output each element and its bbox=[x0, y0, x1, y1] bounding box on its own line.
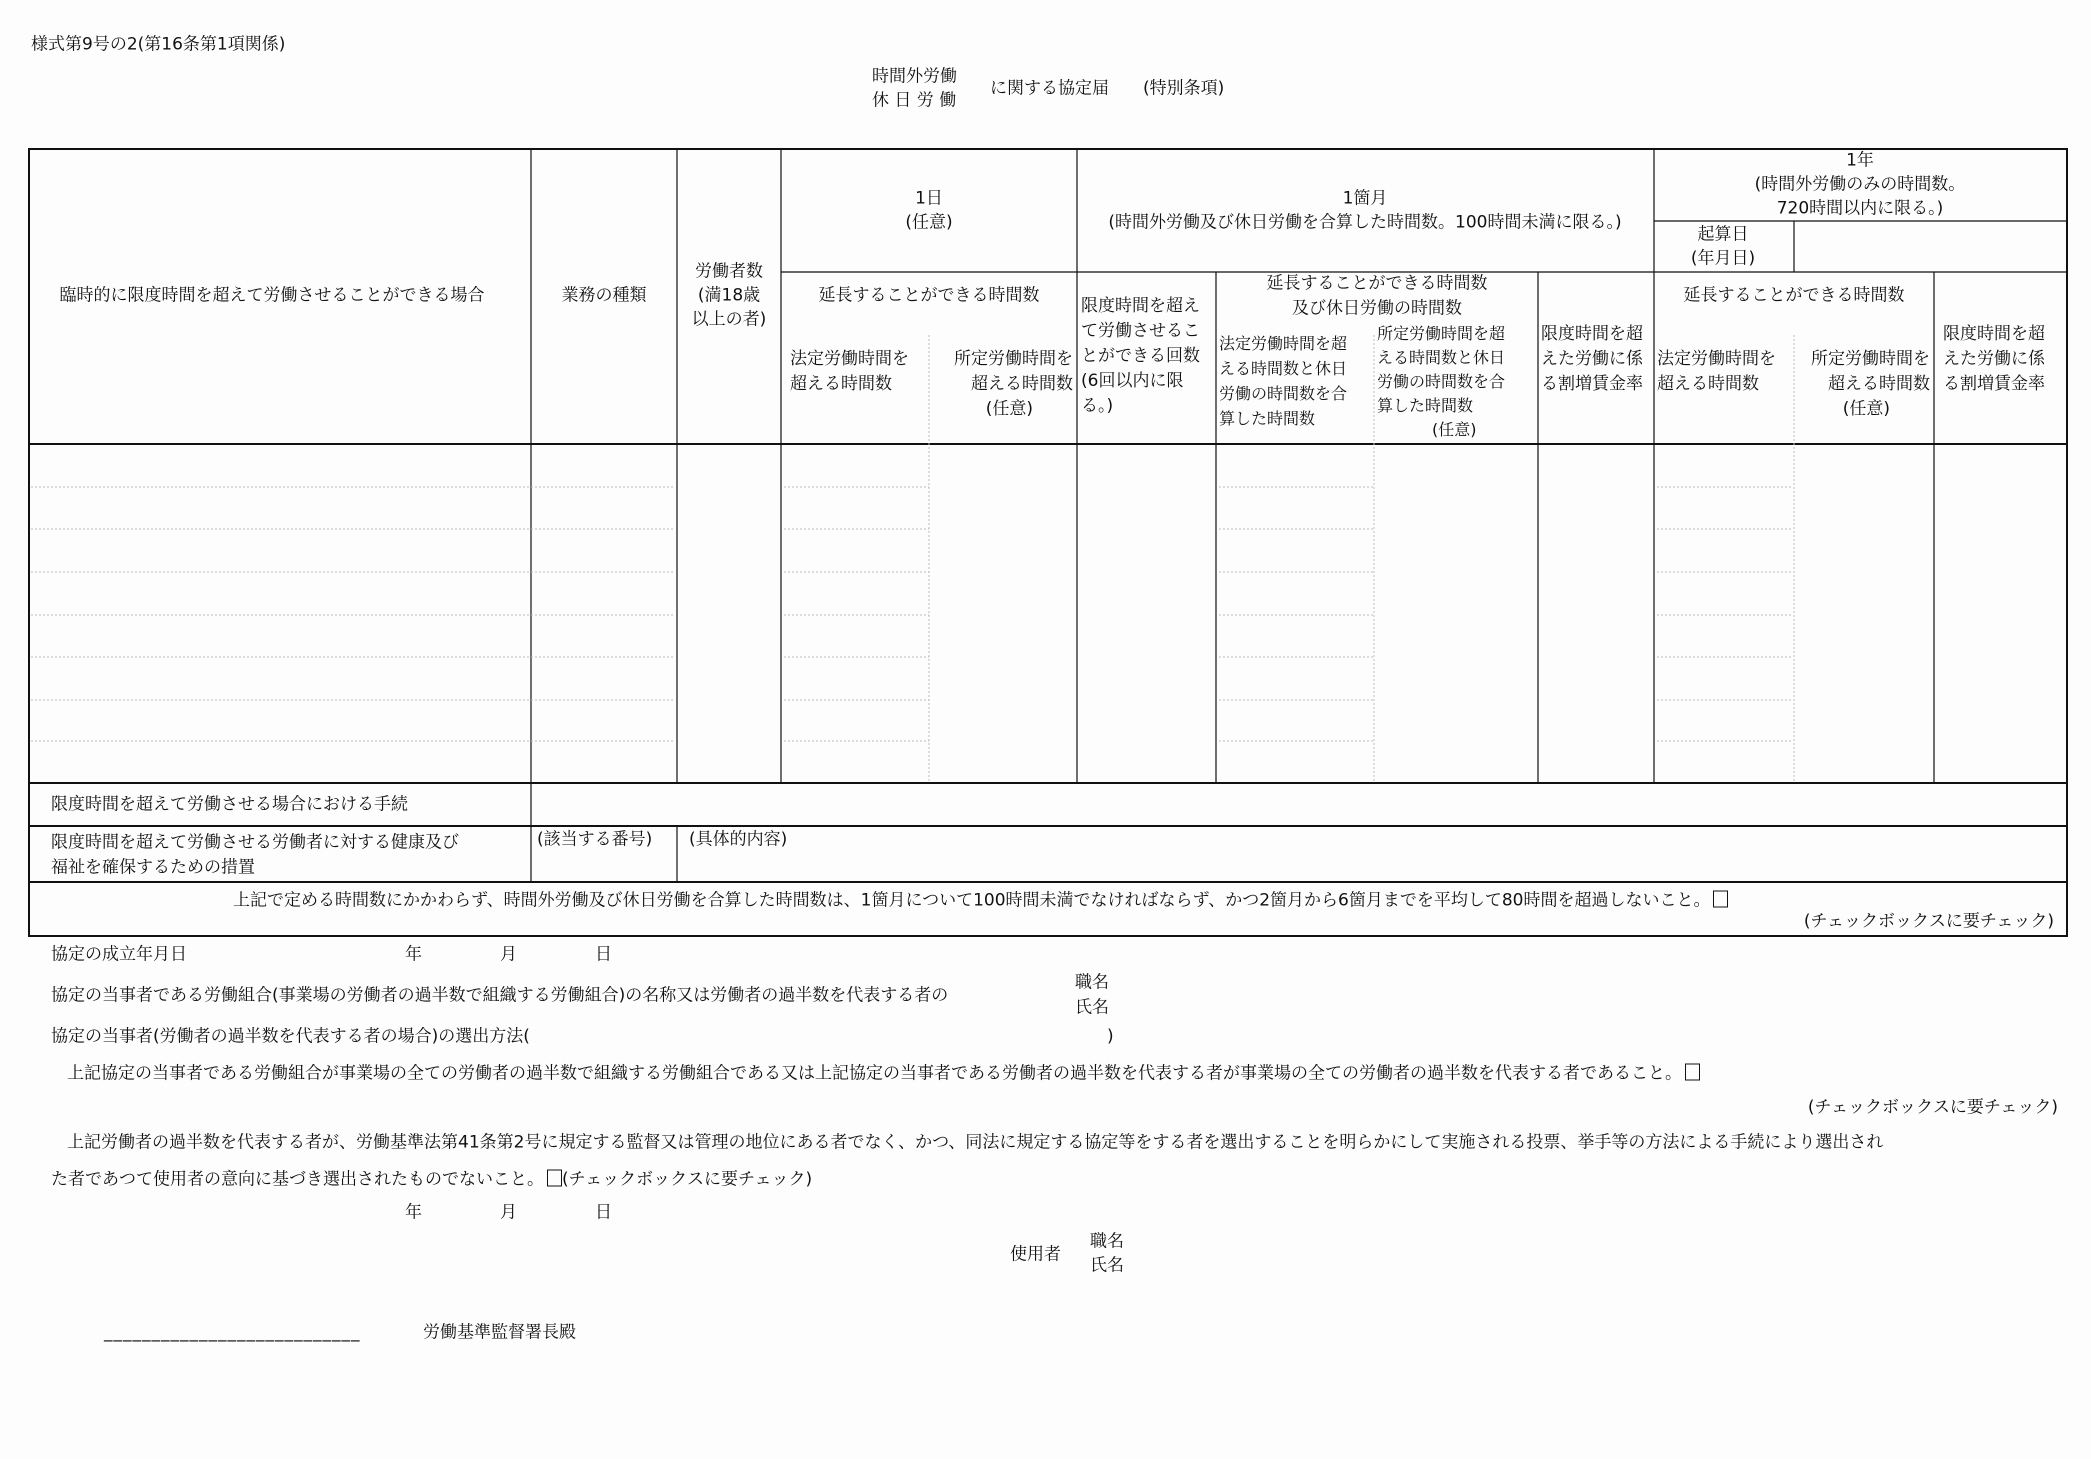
line: る割増賃金率 bbox=[1943, 374, 2045, 394]
header-day: 1日 bbox=[915, 188, 943, 209]
line: 法定労働時間を bbox=[1657, 349, 1776, 369]
header-month-legal bbox=[1219, 331, 1347, 431]
header-times-allowed bbox=[1081, 294, 1200, 419]
employer-name: 氏名 bbox=[1090, 1255, 1124, 1276]
procedure-label: 限度時間を超えて労働させる場合における手続 bbox=[51, 794, 408, 815]
line: (任意) bbox=[985, 399, 1033, 419]
header-workers-age2: 以上の者) bbox=[691, 309, 767, 330]
header-year-note1: (時間外労働のみの時間数。 bbox=[1754, 174, 1966, 195]
confirm-text: た者であつて使用者の意向に基づき選出されたものでないこと。 bbox=[51, 1169, 544, 1190]
line: 労働の時間数を合 bbox=[1377, 372, 1506, 391]
name-label: 氏名 bbox=[1075, 997, 1109, 1018]
limit-note-text: 上記で定める時間数にかかわらず、時間外労働及び休日労働を合算した時間数は、1箇月について100時間未満でなければならず、かつ2箇月から6箇月までを平均して80時間を超過しないこと。 bbox=[233, 890, 1711, 911]
line: 算した時間数 bbox=[1377, 396, 1474, 415]
confirm-union-checkbox[interactable] bbox=[1685, 1064, 1700, 1081]
line: 算した時間数 bbox=[1219, 409, 1316, 428]
line: 所定労働時間を超 bbox=[1377, 324, 1506, 343]
month-label: 月 bbox=[500, 944, 517, 965]
confirm-check-note: (チェックボックスに要チェック) bbox=[562, 1169, 813, 1190]
line: て労働させるこ bbox=[1081, 321, 1200, 341]
line: 超える時間数 bbox=[790, 374, 892, 394]
table-border bbox=[29, 149, 2067, 936]
form-number: 様式第9号の2(第16条第1項関係) bbox=[31, 34, 286, 55]
title-special: (特別条項) bbox=[1143, 78, 1225, 99]
health-label2: 福祉を確保するための措置 bbox=[51, 857, 255, 878]
confirm-representative: 上記労働者の過半数を代表する者が、労働基準法第41条第2号に規定する監督又は管理の地位にある者でなく、かつ、同法に規定する協定等をする者を選出することを明らかにして実施される投票、挙手等の方法による手続により選出され bbox=[67, 1132, 1884, 1153]
year-label: 年 bbox=[405, 944, 422, 965]
header-month-premium bbox=[1541, 322, 1643, 397]
header-day-extendable: 延長することができる時間数 bbox=[818, 285, 1040, 306]
month-label-2: 月 bbox=[500, 1202, 517, 1223]
title-overtime: 時間外労働 bbox=[872, 66, 957, 87]
line: 限度時間を超 bbox=[1541, 324, 1643, 344]
header-case: 臨時的に限度時間を超えて労働させることができる場合 bbox=[59, 285, 485, 306]
line: (6回以内に限 bbox=[1081, 371, 1184, 391]
header-year-note2: 720時間以内に限る。) bbox=[1776, 198, 1944, 219]
line: 法定労働時間を bbox=[790, 349, 909, 369]
confirm-union bbox=[67, 1064, 1700, 1083]
line: えた労働に係 bbox=[1943, 349, 2045, 369]
selection-method-label: 協定の当事者(労働者の過半数を代表する者の場合)の選出方法( bbox=[51, 1026, 530, 1047]
confirm-union-text: 上記協定の当事者である労働組合が事業場の全ての労働者の過半数で組織する労働組合である又は上記協定の当事者である労働者の過半数を代表する者が事業場の全ての労働者の過半数を代表する者であること。 bbox=[67, 1063, 1682, 1084]
line: 超える時間数 bbox=[1828, 374, 1930, 394]
header-workers: 労働者数 bbox=[695, 261, 763, 282]
header-day-legal bbox=[790, 347, 909, 397]
header-work-type: 業務の種類 bbox=[561, 285, 647, 306]
year-label-2: 年 bbox=[405, 1202, 422, 1223]
office-blank[interactable]: ___________________________ bbox=[104, 1322, 361, 1343]
header-workers-age: (満18歳 bbox=[697, 285, 761, 306]
line: 所定労働時間を bbox=[954, 349, 1073, 369]
selection-method-close: ) bbox=[1107, 1026, 1114, 1047]
header-month: 1箇月 bbox=[1342, 188, 1388, 209]
header-year-extendable: 延長することができる時間数 bbox=[1683, 285, 1905, 306]
title-holiday: 休 日 労 働 bbox=[872, 90, 957, 111]
header-month-extendable: 延長することができる時間数 bbox=[1266, 273, 1488, 294]
header-start-date: 起算日 bbox=[1697, 224, 1749, 245]
confirm-representative-2 bbox=[51, 1170, 812, 1189]
line: える時間数と休日 bbox=[1219, 359, 1348, 378]
header-year: 1年 bbox=[1846, 150, 1874, 171]
header-day-note: (任意) bbox=[905, 212, 953, 233]
health-number-label: (該当する番号) bbox=[537, 829, 653, 850]
employer-job-title: 職名 bbox=[1090, 1231, 1124, 1252]
limit-note-checkbox[interactable] bbox=[1713, 891, 1728, 908]
day-label-2: 日 bbox=[595, 1202, 612, 1223]
line: 労働の時間数を合 bbox=[1219, 384, 1348, 403]
line: とができる回数 bbox=[1081, 346, 1200, 366]
header-start-date-note: (年月日) bbox=[1690, 248, 1756, 269]
limit-note bbox=[233, 891, 1728, 910]
day-label: 日 bbox=[595, 944, 612, 965]
header-month-scheduled bbox=[1377, 322, 1505, 442]
header-day-scheduled bbox=[935, 347, 1073, 422]
line: 法定労働時間を超 bbox=[1219, 334, 1348, 353]
header-year-premium bbox=[1943, 322, 2045, 397]
line: 限度時間を超 bbox=[1943, 324, 2045, 344]
line: える時間数と休日 bbox=[1377, 348, 1506, 367]
header-year-legal bbox=[1657, 347, 1776, 397]
line: (任意) bbox=[1842, 399, 1890, 419]
header-year-scheduled bbox=[1797, 347, 1930, 422]
employer-label: 使用者 bbox=[1010, 1244, 1061, 1265]
check-note: (チェックボックスに要チェック) bbox=[1803, 911, 2054, 932]
line: 所定労働時間を bbox=[1811, 349, 1930, 369]
office-label: 労働基準監督署長殿 bbox=[423, 1322, 576, 1343]
line: えた労働に係 bbox=[1541, 349, 1643, 369]
agreement-date-label: 協定の成立年月日 bbox=[51, 944, 187, 965]
header-month-extendable2: 及び休日労働の時間数 bbox=[1292, 298, 1462, 319]
check-note-2: (チェックボックスに要チェック) bbox=[1807, 1097, 2058, 1118]
header-month-note: (時間外労働及び休日労働を合算した時間数。100時間未満に限る。) bbox=[1108, 212, 1622, 233]
line: る。) bbox=[1081, 396, 1114, 416]
job-title-label: 職名 bbox=[1075, 972, 1109, 993]
title-suffix: に関する協定届 bbox=[990, 78, 1109, 99]
health-label: 限度時間を超えて労働させる労働者に対する健康及び bbox=[51, 832, 459, 853]
line: 超える時間数 bbox=[1657, 374, 1759, 394]
party-union-label: 協定の当事者である労働組合(事業場の労働者の過半数で組織する労働組合)の名称又は労働者の過半数を代表する者の bbox=[51, 985, 949, 1006]
confirm-representative-checkbox[interactable] bbox=[547, 1170, 562, 1187]
line: 超える時間数 bbox=[971, 374, 1073, 394]
line: 限度時間を超え bbox=[1081, 296, 1200, 316]
line: る割増賃金率 bbox=[1541, 374, 1643, 394]
health-content-label: (具体的内容) bbox=[689, 829, 788, 850]
line: (任意) bbox=[1432, 420, 1477, 439]
